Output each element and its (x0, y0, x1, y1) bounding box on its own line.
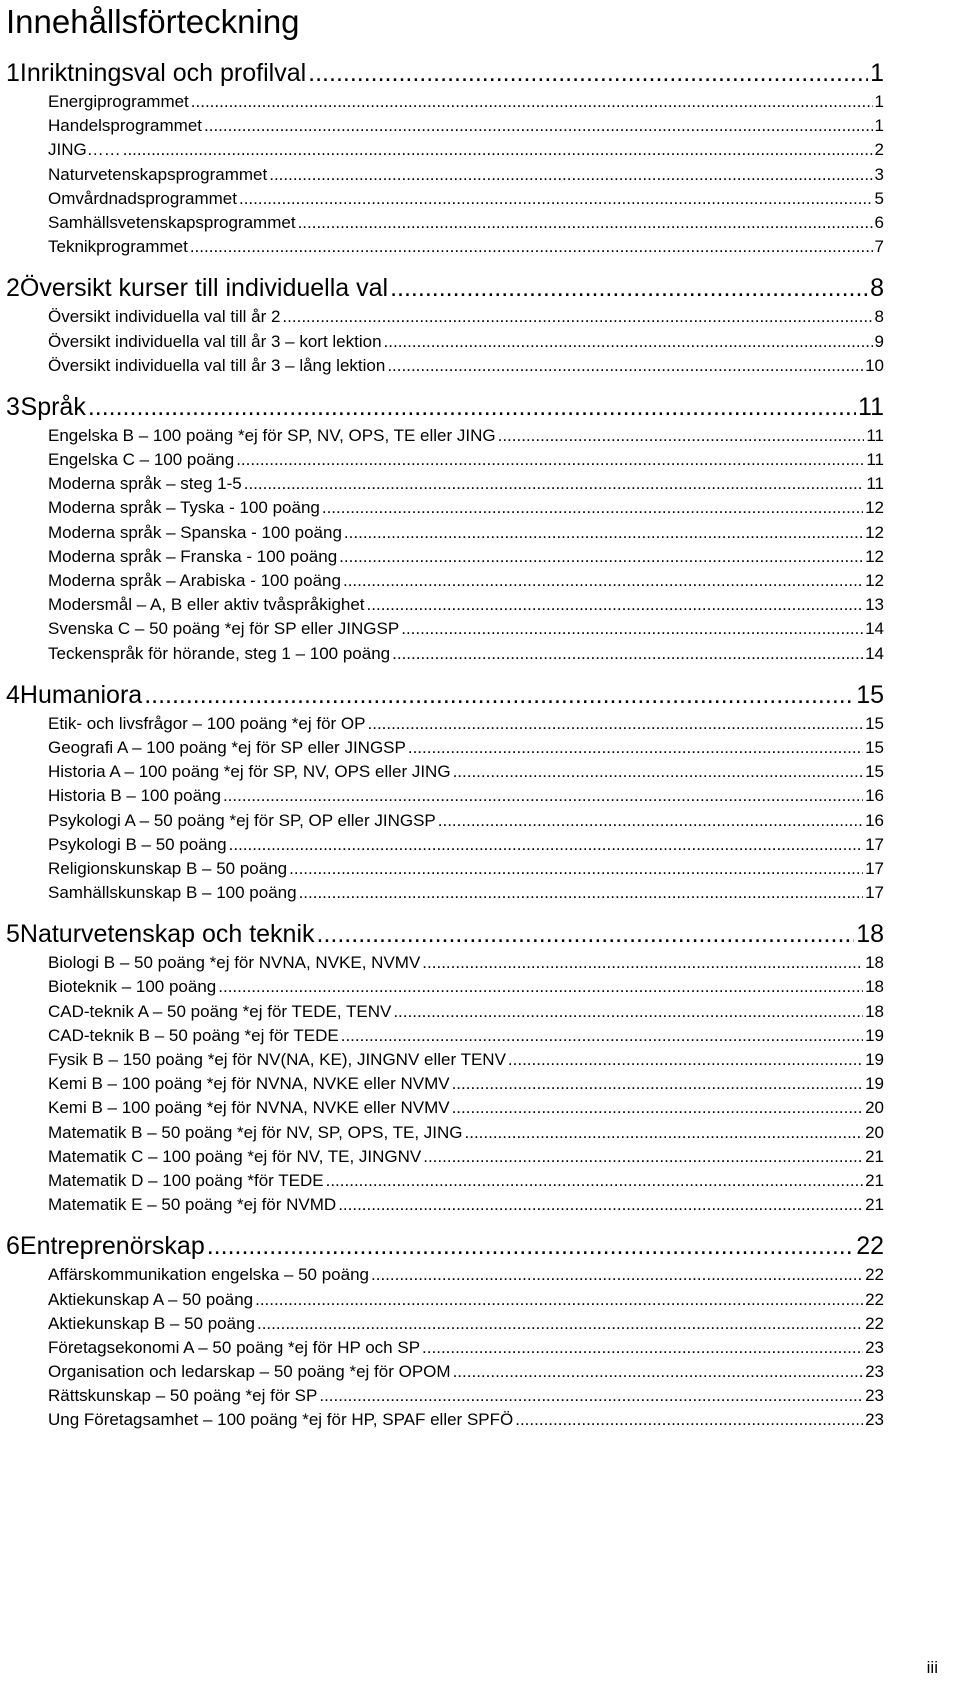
toc-heading-entry[interactable] (6, 56, 884, 90)
dot-leader (308, 56, 868, 90)
toc-entry-title: Modersmål – A, B eller aktiv tvåspråkighet (48, 595, 365, 615)
dot-leader (239, 187, 873, 211)
toc-entry[interactable] (6, 235, 884, 259)
dot-leader (88, 390, 856, 424)
toc-entry-page: 16 (865, 810, 884, 830)
toc-entry[interactable] (6, 1336, 884, 1360)
toc-heading-entry[interactable] (6, 1229, 884, 1263)
toc-entry-page: 17 (865, 883, 884, 903)
toc-entry-page: 15 (865, 737, 884, 757)
dot-leader (223, 784, 863, 808)
toc-entry[interactable] (6, 617, 884, 641)
dot-leader (144, 678, 854, 712)
toc-entry-title: Samhällsvetenskapsprogrammet (48, 212, 296, 232)
toc-entry-title: Etik- och livsfrågor – 100 poäng *ej för OP (48, 713, 366, 733)
toc-heading-number: 5 (6, 920, 20, 949)
toc-section (6, 259, 884, 378)
dot-leader (371, 1263, 863, 1287)
toc-entry-title: Engelska C – 100 poäng (48, 450, 235, 470)
dot-leader (498, 424, 865, 448)
toc-entry-title: Energiprogrammet (48, 92, 189, 111)
toc-entry[interactable] (6, 1024, 884, 1048)
toc-entry[interactable] (6, 211, 884, 235)
toc-heading-number: 1 (6, 59, 20, 87)
dot-leader (453, 760, 864, 784)
toc-heading-title: Översikt kurser till individuella val (19, 274, 389, 303)
toc-entry-title: Moderna språk – steg 1-5 (48, 474, 242, 494)
toc-entry-page: 1 (874, 92, 884, 111)
dot-leader (401, 617, 863, 641)
toc-section (6, 666, 884, 906)
dot-leader (384, 330, 873, 354)
toc-heading-entry[interactable] (6, 271, 884, 305)
toc-entry[interactable] (6, 545, 884, 569)
toc-entry-title: CAD-teknik B – 50 poäng *ej för TEDE (48, 1025, 339, 1045)
dot-leader (344, 521, 863, 545)
toc-entry[interactable] (6, 881, 884, 905)
toc-entry-title: Organisation och ledarskap – 50 poäng *ej för OPOM (48, 1362, 451, 1382)
toc-entry-title: Teckenspråk för hörande, steg 1 – 100 poäng (48, 643, 391, 663)
dot-leader (422, 1336, 863, 1360)
toc-heading-page: 18 (856, 920, 884, 949)
toc-entry-page: 22 (865, 1289, 884, 1309)
toc-entry-page: 17 (865, 834, 884, 854)
toc-entry-title: Psykologi B – 50 poäng (48, 834, 227, 854)
toc-entry-page: 13 (865, 595, 884, 615)
toc-entry-page: 11 (866, 425, 884, 445)
section-gap (6, 666, 884, 678)
toc-entry-page: 7 (874, 237, 884, 257)
toc-entry-title: JING…… (48, 140, 121, 160)
toc-entry-title: Naturvetenskapsprogrammet (48, 164, 268, 184)
section-gap (6, 905, 884, 917)
toc-entry-page: 22 (865, 1313, 884, 1333)
dot-leader (317, 917, 855, 951)
toc-entry[interactable] (6, 1193, 884, 1217)
toc-entry[interactable] (6, 114, 884, 138)
dot-leader (269, 163, 872, 187)
toc-entry-page: 20 (865, 1098, 884, 1118)
dot-leader (408, 736, 863, 760)
toc-entry-page: 12 (865, 571, 884, 590)
toc-entry[interactable] (6, 305, 884, 329)
toc-entry-page: 23 (865, 1410, 884, 1430)
toc-entry-title: Aktiekunskap A – 50 poäng (48, 1289, 254, 1309)
toc-entry[interactable] (6, 809, 884, 833)
toc-entry-title: Översikt individuella val till år 3 – lång lektion (48, 355, 386, 375)
toc-entry-title: Företagsekonomi A – 50 poäng *ej för HP och SP (48, 1337, 421, 1357)
toc-entry-page: 9 (874, 331, 884, 351)
toc-entry-page: 14 (865, 643, 884, 663)
dot-leader (190, 235, 873, 259)
toc-section (6, 56, 884, 259)
dot-leader (326, 1169, 863, 1193)
toc-entry-page: 8 (874, 307, 884, 327)
dot-leader (343, 569, 863, 593)
toc-entry-page: 2 (874, 140, 884, 160)
toc-entry-title: Biologi B – 50 poäng *ej för NVNA, NVKE, NVMV (48, 953, 421, 973)
dot-leader (257, 1312, 863, 1336)
toc-entry[interactable] (6, 975, 884, 999)
dot-leader (387, 354, 863, 378)
toc-entry[interactable] (6, 1145, 884, 1169)
toc-entry[interactable] (6, 1288, 884, 1312)
page-title: Innehållsförteckning (6, 3, 300, 40)
toc-entry-title: Matematik B – 50 poäng *ej för NV, SP, OPS, TE, JING (48, 1122, 463, 1142)
toc-entry-title: Kemi B – 100 poäng *ej för NVNA, NVKE eller NVMV (48, 1098, 450, 1118)
toc-entry[interactable] (6, 642, 884, 666)
toc-heading-page: 1 (870, 59, 884, 87)
dot-leader (452, 1096, 864, 1120)
toc-entry-title: Omvårdnadsprogrammet (48, 188, 237, 208)
toc-entry[interactable] (6, 1360, 884, 1384)
dot-leader (438, 809, 863, 833)
toc-entry[interactable] (6, 1072, 884, 1096)
toc-entry-page: 15 (865, 713, 884, 733)
toc-entry-title: Översikt individuella val till år 2 (48, 307, 281, 327)
dot-leader (515, 1408, 863, 1432)
dot-leader (298, 211, 873, 235)
toc-section (6, 378, 884, 666)
dot-leader (393, 1000, 863, 1024)
toc-entry-title: Historia A – 100 poäng *ej för SP, NV, OPS eller JING (48, 762, 451, 782)
toc-entry[interactable] (6, 1312, 884, 1336)
dot-leader (218, 975, 863, 999)
toc-entry-title: Svenska C – 50 poäng *ej för SP eller JINGSP (48, 619, 400, 639)
toc-entry[interactable] (6, 569, 884, 593)
toc-entry[interactable] (6, 1000, 884, 1024)
toc-entry-title: Moderna språk – Franska - 100 poäng (48, 546, 338, 566)
toc-entry-title: Affärskommunikation engelska – 50 poäng (48, 1265, 369, 1285)
toc-heading-number: 2 (6, 274, 20, 303)
toc-entry-title: Moderna språk – Tyska - 100 poäng (48, 498, 320, 518)
toc-entry[interactable] (6, 187, 884, 211)
toc-entry-page: 19 (865, 1050, 884, 1069)
toc-entry-title: Ung Företagsamhet – 100 poäng *ej för HP, SPAF eller SPFÖ (48, 1410, 514, 1430)
toc-heading-number: 4 (6, 680, 20, 709)
toc-entry-title: Kemi B – 100 poäng *ej för NVNA, NVKE eller NVMV (48, 1074, 450, 1094)
dot-leader (282, 305, 872, 329)
toc-entry[interactable] (6, 784, 884, 808)
toc-heading-title: Inriktningsval och profilval (19, 59, 307, 87)
toc-entry-page: 1 (874, 116, 884, 136)
dot-leader (123, 138, 873, 162)
toc-entry-title: Handelsprogrammet (48, 116, 203, 136)
toc-entry[interactable] (6, 712, 884, 736)
toc-entry-page: 21 (865, 1195, 884, 1215)
dot-leader (244, 472, 865, 496)
toc-entry[interactable] (6, 951, 884, 975)
dot-leader (236, 448, 864, 472)
toc-entry-title: Teknikprogrammet (48, 237, 188, 257)
toc-entry-title: Historia B – 100 poäng (48, 786, 221, 806)
toc-heading-title: Språk (20, 392, 86, 421)
toc-entry-page: 12 (865, 522, 884, 542)
toc-entry-page: 10 (865, 355, 884, 375)
dot-leader (423, 1145, 863, 1169)
toc-entry[interactable] (6, 593, 884, 617)
section-gap (6, 259, 884, 271)
toc-entry[interactable] (6, 354, 884, 378)
toc-entry-page: 20 (865, 1122, 884, 1142)
toc-heading-page: 8 (870, 274, 884, 303)
dot-leader (390, 271, 868, 305)
toc-heading-number: 3 (6, 392, 20, 421)
dot-leader (191, 90, 873, 114)
toc-entry-title: Samhällskunskap B – 100 poäng (48, 883, 297, 903)
dot-leader (338, 1193, 863, 1217)
toc-entry[interactable] (6, 472, 884, 496)
toc-entry-title: Geografi A – 100 poäng *ej för SP eller JINGSP (48, 737, 406, 757)
toc-entry[interactable] (6, 424, 884, 448)
toc-heading-entry[interactable] (6, 678, 884, 712)
toc-entry[interactable] (6, 448, 884, 472)
toc-entry[interactable] (6, 1169, 884, 1193)
toc-entry-page: 21 (865, 1146, 884, 1166)
toc-entry[interactable] (6, 1121, 884, 1145)
toc-entry-page: 19 (865, 1025, 884, 1045)
toc-entry-page: 12 (865, 546, 884, 566)
toc-entry[interactable] (6, 833, 884, 857)
toc-heading-entry[interactable] (6, 917, 884, 951)
dot-leader (465, 1121, 864, 1145)
dot-leader (452, 1072, 864, 1096)
section-gap (6, 1217, 884, 1229)
toc-entry[interactable] (6, 1384, 884, 1408)
toc-heading-page: 15 (856, 680, 884, 709)
dot-leader (339, 545, 863, 569)
toc-entry[interactable] (6, 760, 884, 784)
toc-section (6, 905, 884, 1217)
dot-leader (299, 881, 864, 905)
toc-entry-page: 18 (865, 977, 884, 997)
dot-leader (453, 1360, 864, 1384)
toc-heading-number: 6 (6, 1232, 20, 1261)
toc-entry-page: 17 (865, 858, 884, 878)
dot-leader (255, 1288, 863, 1312)
toc-entry-page: 11 (866, 474, 884, 494)
dot-leader (204, 114, 873, 138)
toc-entry[interactable] (6, 857, 884, 881)
toc-entry-title: Moderna språk – Spanska - 100 poäng (48, 522, 342, 542)
toc-heading-page: 22 (856, 1232, 884, 1261)
toc-section (6, 1217, 884, 1432)
table-of-contents (6, 56, 884, 1433)
toc-entry-title: Engelska B – 100 poäng *ej för SP, NV, OPS, TE eller JING (48, 425, 496, 445)
dot-leader (508, 1048, 863, 1072)
toc-entry-title: Moderna språk – Arabiska - 100 poäng (48, 571, 341, 590)
toc-entry-page: 15 (865, 762, 884, 782)
toc-entry-page: 12 (865, 498, 884, 518)
toc-entry-title: Aktiekunskap B – 50 poäng (48, 1313, 255, 1333)
dot-leader (322, 496, 863, 520)
toc-entry-page: 5 (874, 188, 884, 208)
toc-entry-page: 23 (865, 1386, 884, 1406)
toc-entry-page: 23 (865, 1362, 884, 1382)
toc-entry[interactable] (6, 1096, 884, 1120)
toc-entry-page: 16 (865, 786, 884, 806)
dot-leader (367, 593, 864, 617)
toc-entry-title: CAD-teknik A – 50 poäng *ej för TEDE, TENV (48, 1001, 392, 1021)
toc-entry-page: 22 (865, 1265, 884, 1285)
toc-entry-page: 23 (865, 1337, 884, 1357)
toc-entry-title: Matematik C – 100 poäng *ej för NV, TE, JINGNV (48, 1146, 422, 1166)
toc-entry-title: Rättskunskap – 50 poäng *ej för SP (48, 1386, 318, 1406)
toc-entry-title: Psykologi A – 50 poäng *ej för SP, OP eller JINGSP (48, 810, 436, 830)
toc-entry-title: Bioteknik – 100 poäng (48, 977, 217, 997)
toc-entry-title: Översikt individuella val till år 3 – kort lektion (48, 331, 382, 351)
section-gap (6, 378, 884, 390)
dot-leader (229, 833, 863, 857)
toc-entry-page: 18 (865, 1001, 884, 1021)
page-number: iii (926, 1658, 938, 1677)
toc-heading-title: Entreprenörskap (19, 1232, 205, 1261)
toc-heading-page: 11 (858, 392, 884, 421)
toc-entry-page: 3 (874, 164, 884, 184)
toc-heading-title: Naturvetenskap och teknik (19, 920, 315, 949)
toc-entry[interactable] (6, 496, 884, 520)
toc-entry[interactable] (6, 1048, 884, 1072)
toc-entry-page: 19 (865, 1074, 884, 1094)
toc-entry[interactable] (6, 163, 884, 187)
dot-leader (319, 1384, 863, 1408)
toc-entry[interactable] (6, 1263, 884, 1287)
toc-entry-page: 6 (874, 212, 884, 232)
dot-leader (289, 857, 863, 881)
toc-entry[interactable] (6, 1408, 884, 1432)
toc-entry-page: 14 (865, 619, 884, 639)
toc-entry-page: 21 (865, 1170, 884, 1190)
toc-entry[interactable] (6, 521, 884, 545)
toc-entry-title: Religionskunskap B – 50 poäng (48, 858, 288, 878)
toc-entry[interactable] (6, 138, 884, 162)
dot-leader (368, 712, 864, 736)
dot-leader (392, 642, 863, 666)
toc-entry[interactable] (6, 330, 884, 354)
toc-heading-entry[interactable] (6, 390, 884, 424)
toc-entry-title: Fysik B – 150 poäng *ej för NV(NA, KE), JINGNV eller TENV (48, 1050, 506, 1069)
dot-leader (207, 1229, 854, 1263)
toc-entry-title: Matematik E – 50 poäng *ej för NVMD (48, 1195, 337, 1215)
toc-entry[interactable] (6, 736, 884, 760)
toc-entry[interactable] (6, 90, 884, 114)
toc-entry-page: 18 (865, 953, 884, 973)
dot-leader (341, 1024, 863, 1048)
toc-heading-title: Humaniora (19, 680, 143, 709)
dot-leader (422, 951, 863, 975)
toc-entry-title: Matematik D – 100 poäng *för TEDE (48, 1170, 324, 1190)
toc-entry-page: 11 (866, 450, 884, 470)
